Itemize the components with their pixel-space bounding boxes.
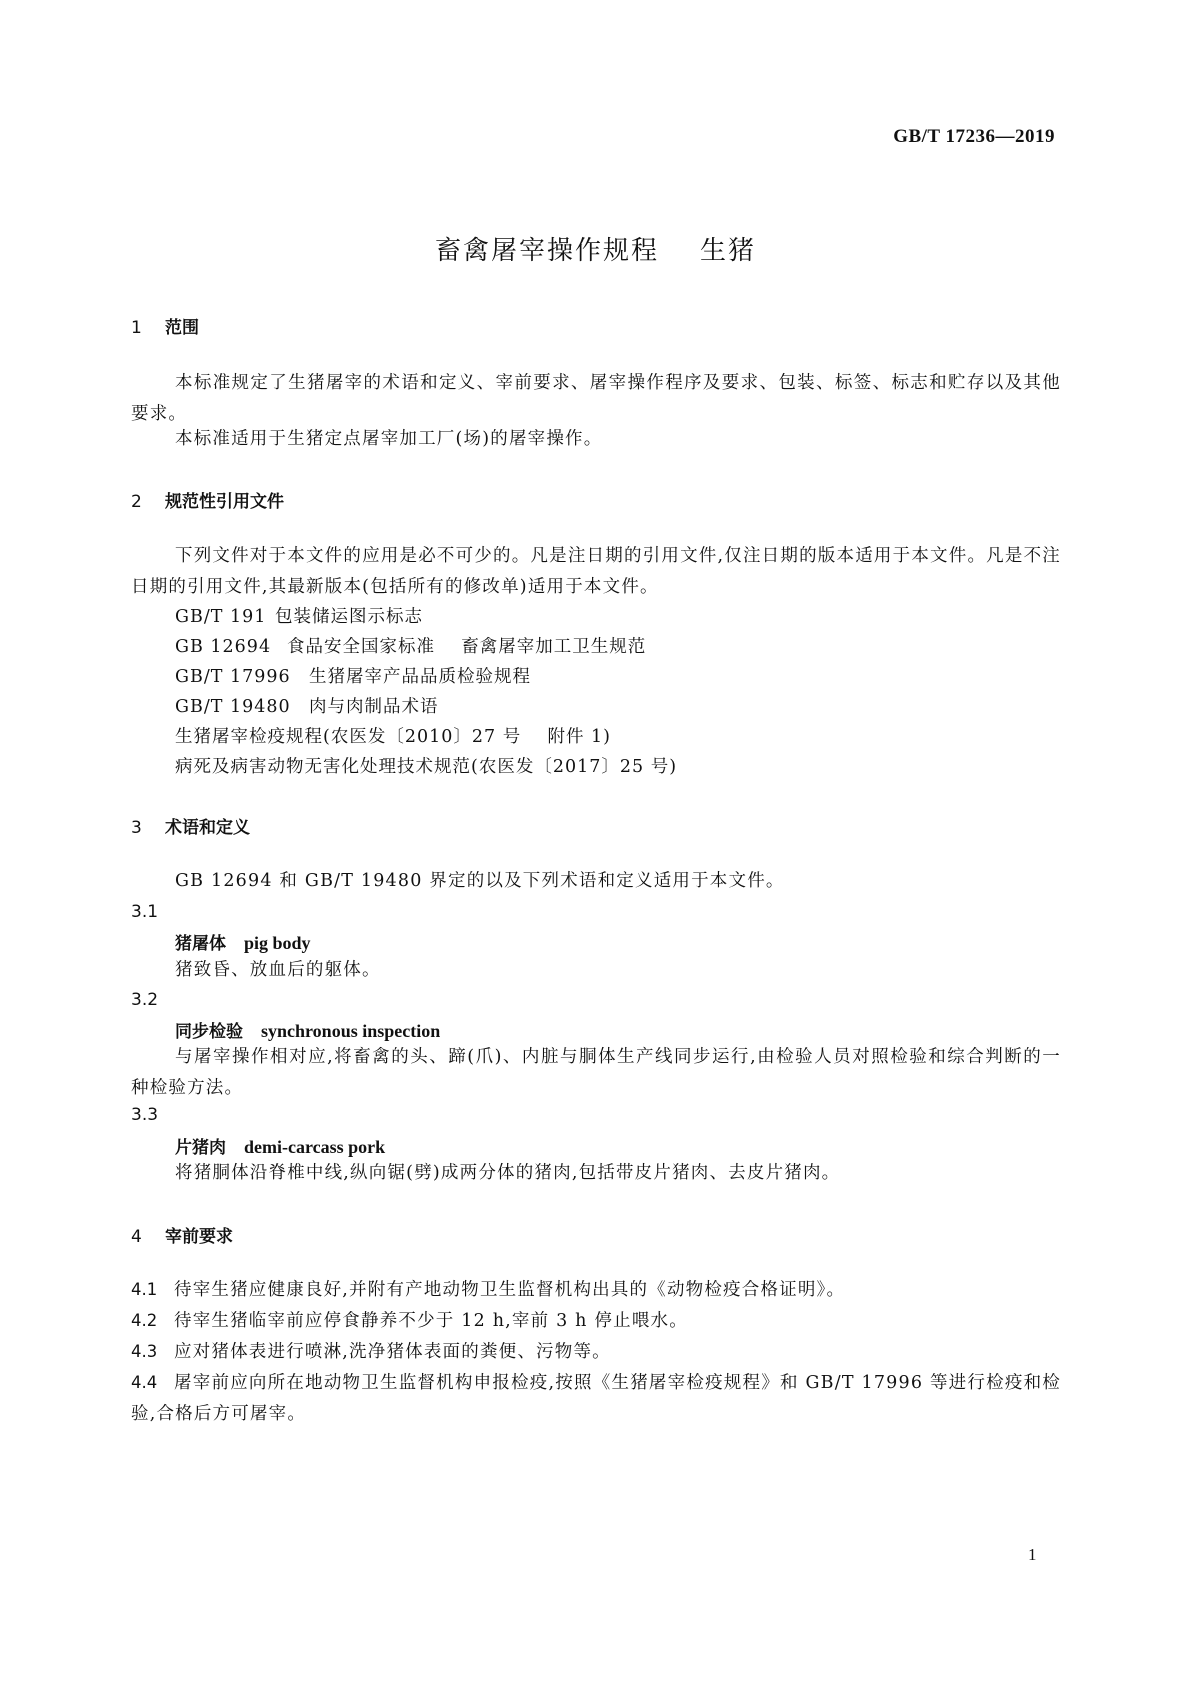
clause — [131, 1305, 1061, 1337]
reference-title: 肉与肉制品术语 — [309, 697, 439, 717]
section-1-heading — [131, 313, 199, 338]
section-title: 规范性引用文件 — [165, 492, 284, 512]
term-heading — [175, 929, 311, 954]
clause — [131, 1367, 1061, 1430]
clause-text: 待宰生猪应健康良好,并附有产地动物卫生监督机构出具的《动物检疫合格证明》。 — [174, 1280, 846, 1300]
term-english: demi-carcass pork — [244, 1137, 386, 1157]
reference-code: GB/T 19480 — [175, 697, 291, 717]
term-heading — [175, 1017, 440, 1042]
reference-item — [175, 633, 646, 658]
clause-text: 屠宰前应向所在地动物卫生监督机构申报检疫,按照《生猪屠宰检疫规程》和 GB/T 17996 等进行检疫和检验,合格后方可屠宰。 — [131, 1373, 1061, 1424]
term-number: 3.1 — [131, 902, 159, 922]
clause-number: 4.3 — [131, 1342, 158, 1361]
section-number: 4 — [131, 1227, 142, 1247]
reference-title: 生猪屠宰产品品质检验规程 — [309, 667, 531, 687]
section-title: 宰前要求 — [165, 1227, 233, 1247]
reference-item — [175, 693, 439, 718]
term-number: 3.3 — [131, 1105, 159, 1125]
section-title: 范围 — [165, 318, 199, 338]
term-number: 3.2 — [131, 990, 159, 1010]
clause-text: 应对猪体表进行喷淋,洗净猪体表面的粪便、污物等。 — [174, 1342, 611, 1362]
reference-item: 病死及病害动物无害化处理技术规范(农医发〔2017〕25 号) — [175, 757, 678, 777]
reference-title: 包装储运图示标志 — [275, 607, 423, 627]
term-definition: 将猪胴体沿脊椎中线,纵向锯(劈)成两分体的猪肉,包括带皮片猪肉、去皮片猪肉。 — [175, 1163, 841, 1183]
term-heading — [175, 1133, 385, 1158]
term-chinese: 同步检验 — [175, 1022, 243, 1042]
section-number: 3 — [131, 818, 142, 838]
section-number: 2 — [131, 492, 142, 512]
section-1-paragraph-2: 本标准适用于生猪定点屠宰加工厂(场)的屠宰操作。 — [175, 429, 603, 449]
term-english: pig body — [244, 933, 311, 953]
clause-number: 4.1 — [131, 1280, 158, 1299]
term-chinese: 片猪肉 — [175, 1138, 226, 1158]
reference-code: GB/T 191 — [175, 607, 267, 627]
section-3-intro: GB 12694 和 GB/T 19480 界定的以及下列术语和定义适用于本文件。 — [175, 871, 785, 891]
reference-item: 生猪屠宰检疫规程(农医发〔2010〕27 号 附件 1) — [175, 727, 611, 747]
clause — [131, 1274, 1061, 1306]
term-definition: 与屠宰操作相对应,将畜禽的头、蹄(爪)、内脏与胴体生产线同步运行,由检验人员对照检验和综合判断的一种检验方法。 — [131, 1047, 1061, 1098]
section-1-paragraph-1: 本标准规定了生猪屠宰的术语和定义、宰前要求、屠宰操作程序及要求、包装、标签、标志和贮存以及其他要求。 — [131, 373, 1061, 424]
clause-number: 4.4 — [131, 1373, 158, 1392]
standard-number: GB/T 17236—2019 — [893, 126, 1055, 147]
section-number: 1 — [131, 318, 142, 338]
term-english: synchronous inspection — [261, 1021, 441, 1041]
reference-title: 食品安全国家标准 畜禽屠宰加工卫生规范 — [287, 637, 647, 657]
page-number: 1 — [1028, 1545, 1037, 1564]
section-title: 术语和定义 — [165, 818, 250, 838]
term-definition: 猪致昏、放血后的躯体。 — [175, 960, 381, 980]
term-chinese: 猪屠体 — [175, 934, 226, 954]
section-2-heading — [131, 487, 284, 512]
section-4-heading — [131, 1222, 233, 1247]
clause — [131, 1336, 1061, 1368]
clause-text: 待宰生猪临宰前应停食静养不少于 12 h,宰前 3 h 停止喂水。 — [174, 1311, 688, 1331]
reference-code: GB 12694 — [175, 637, 272, 657]
section-3-heading — [131, 813, 250, 838]
section-2-paragraph-1: 下列文件对于本文件的应用是必不可少的。凡是注日期的引用文件,仅注日期的版本适用于本文件。凡是不注日期的引用文件,其最新版本(包括所有的修改单)适用于本文件。 — [131, 546, 1061, 597]
reference-code: GB/T 17996 — [175, 667, 291, 687]
document-title: 畜禽屠宰操作规程 生猪 — [434, 236, 757, 266]
clause-number: 4.2 — [131, 1311, 158, 1330]
reference-item — [175, 663, 531, 688]
reference-item — [175, 603, 423, 628]
